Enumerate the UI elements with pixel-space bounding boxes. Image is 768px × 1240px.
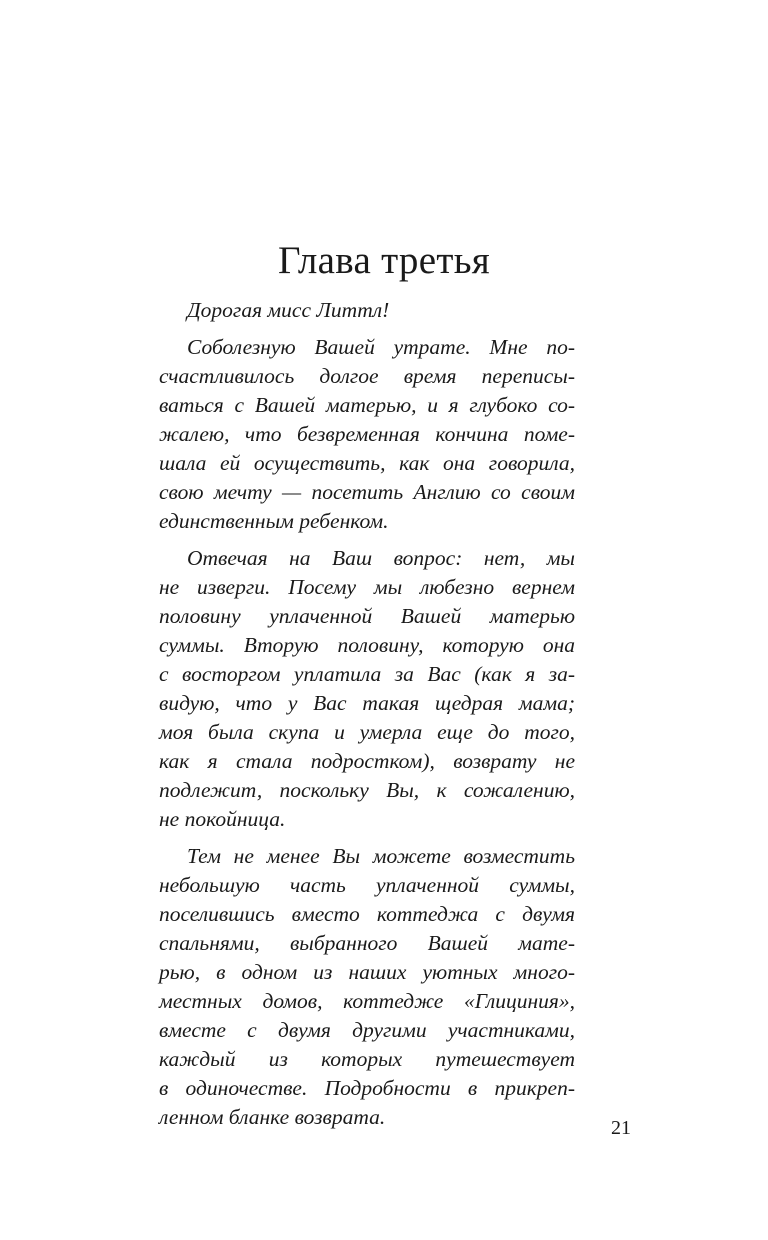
text-line: ленном бланке возврата. [159, 1105, 386, 1129]
text-line: Тем не менее Вы можете возместить [187, 844, 575, 868]
text-line: свою мечту — посетить Англию со своим [159, 480, 575, 504]
text-line: с восторгом уплатила за Вас (как я за- [159, 662, 575, 686]
text-line: вместе с двумя другими участниками, [159, 1018, 575, 1042]
text-line: не покойница. [159, 807, 286, 831]
text-line: Отвечая на Ваш вопрос: нет, мы [187, 546, 575, 570]
text-line: как я стала подростком), возврату не [159, 749, 575, 773]
paragraph-gap [159, 536, 575, 544]
text-line: единственным ребенком. [159, 509, 389, 533]
chapter-title: Глава третья [277, 239, 491, 282]
text-line: видую, что у Вас такая щедрая мама; [159, 691, 575, 715]
text-line: моя была скупа и умерла еще до того, [159, 720, 575, 744]
text-line: в одиночестве. Подробности в прикреп- [159, 1076, 575, 1100]
text-line: поселившись вместо коттеджа с двумя [159, 902, 575, 926]
letter-salutation: Дорогая мисс Литтл! [187, 298, 390, 322]
text-line: каждый из которых путешествует [159, 1047, 575, 1071]
page-number: 21 [611, 1117, 631, 1139]
text-line: шала ей осуществить, как она говорила, [159, 451, 575, 475]
paragraph-gap [159, 325, 575, 333]
text-line: спальнями, выбранного Вашей мате- [159, 931, 575, 955]
letter-body [159, 296, 575, 1132]
text-line: половину уплаченной Вашей матерью [159, 604, 575, 628]
paragraph-gap [159, 834, 575, 842]
text-line: ваться с Вашей матерью, и я глубоко со- [159, 393, 575, 417]
text-line: жалею, что безвременная кончина поме- [159, 422, 575, 446]
text-line: Соболезную Вашей утрате. Мне по- [187, 335, 575, 359]
text-line: местных домов, коттедже «Глициния», [159, 989, 575, 1013]
text-line: не изверги. Посему мы любезно вернем [159, 575, 575, 599]
text-line: суммы. Вторую половину, которую она [159, 633, 575, 657]
text-line: рью, в одном из наших уютных много- [159, 960, 575, 984]
text-line: счастливилось долгое время переписы- [159, 364, 575, 388]
text-line: небольшую часть уплаченной суммы, [159, 873, 575, 897]
text-line: подлежит, поскольку Вы, к сожалению, [159, 778, 575, 802]
